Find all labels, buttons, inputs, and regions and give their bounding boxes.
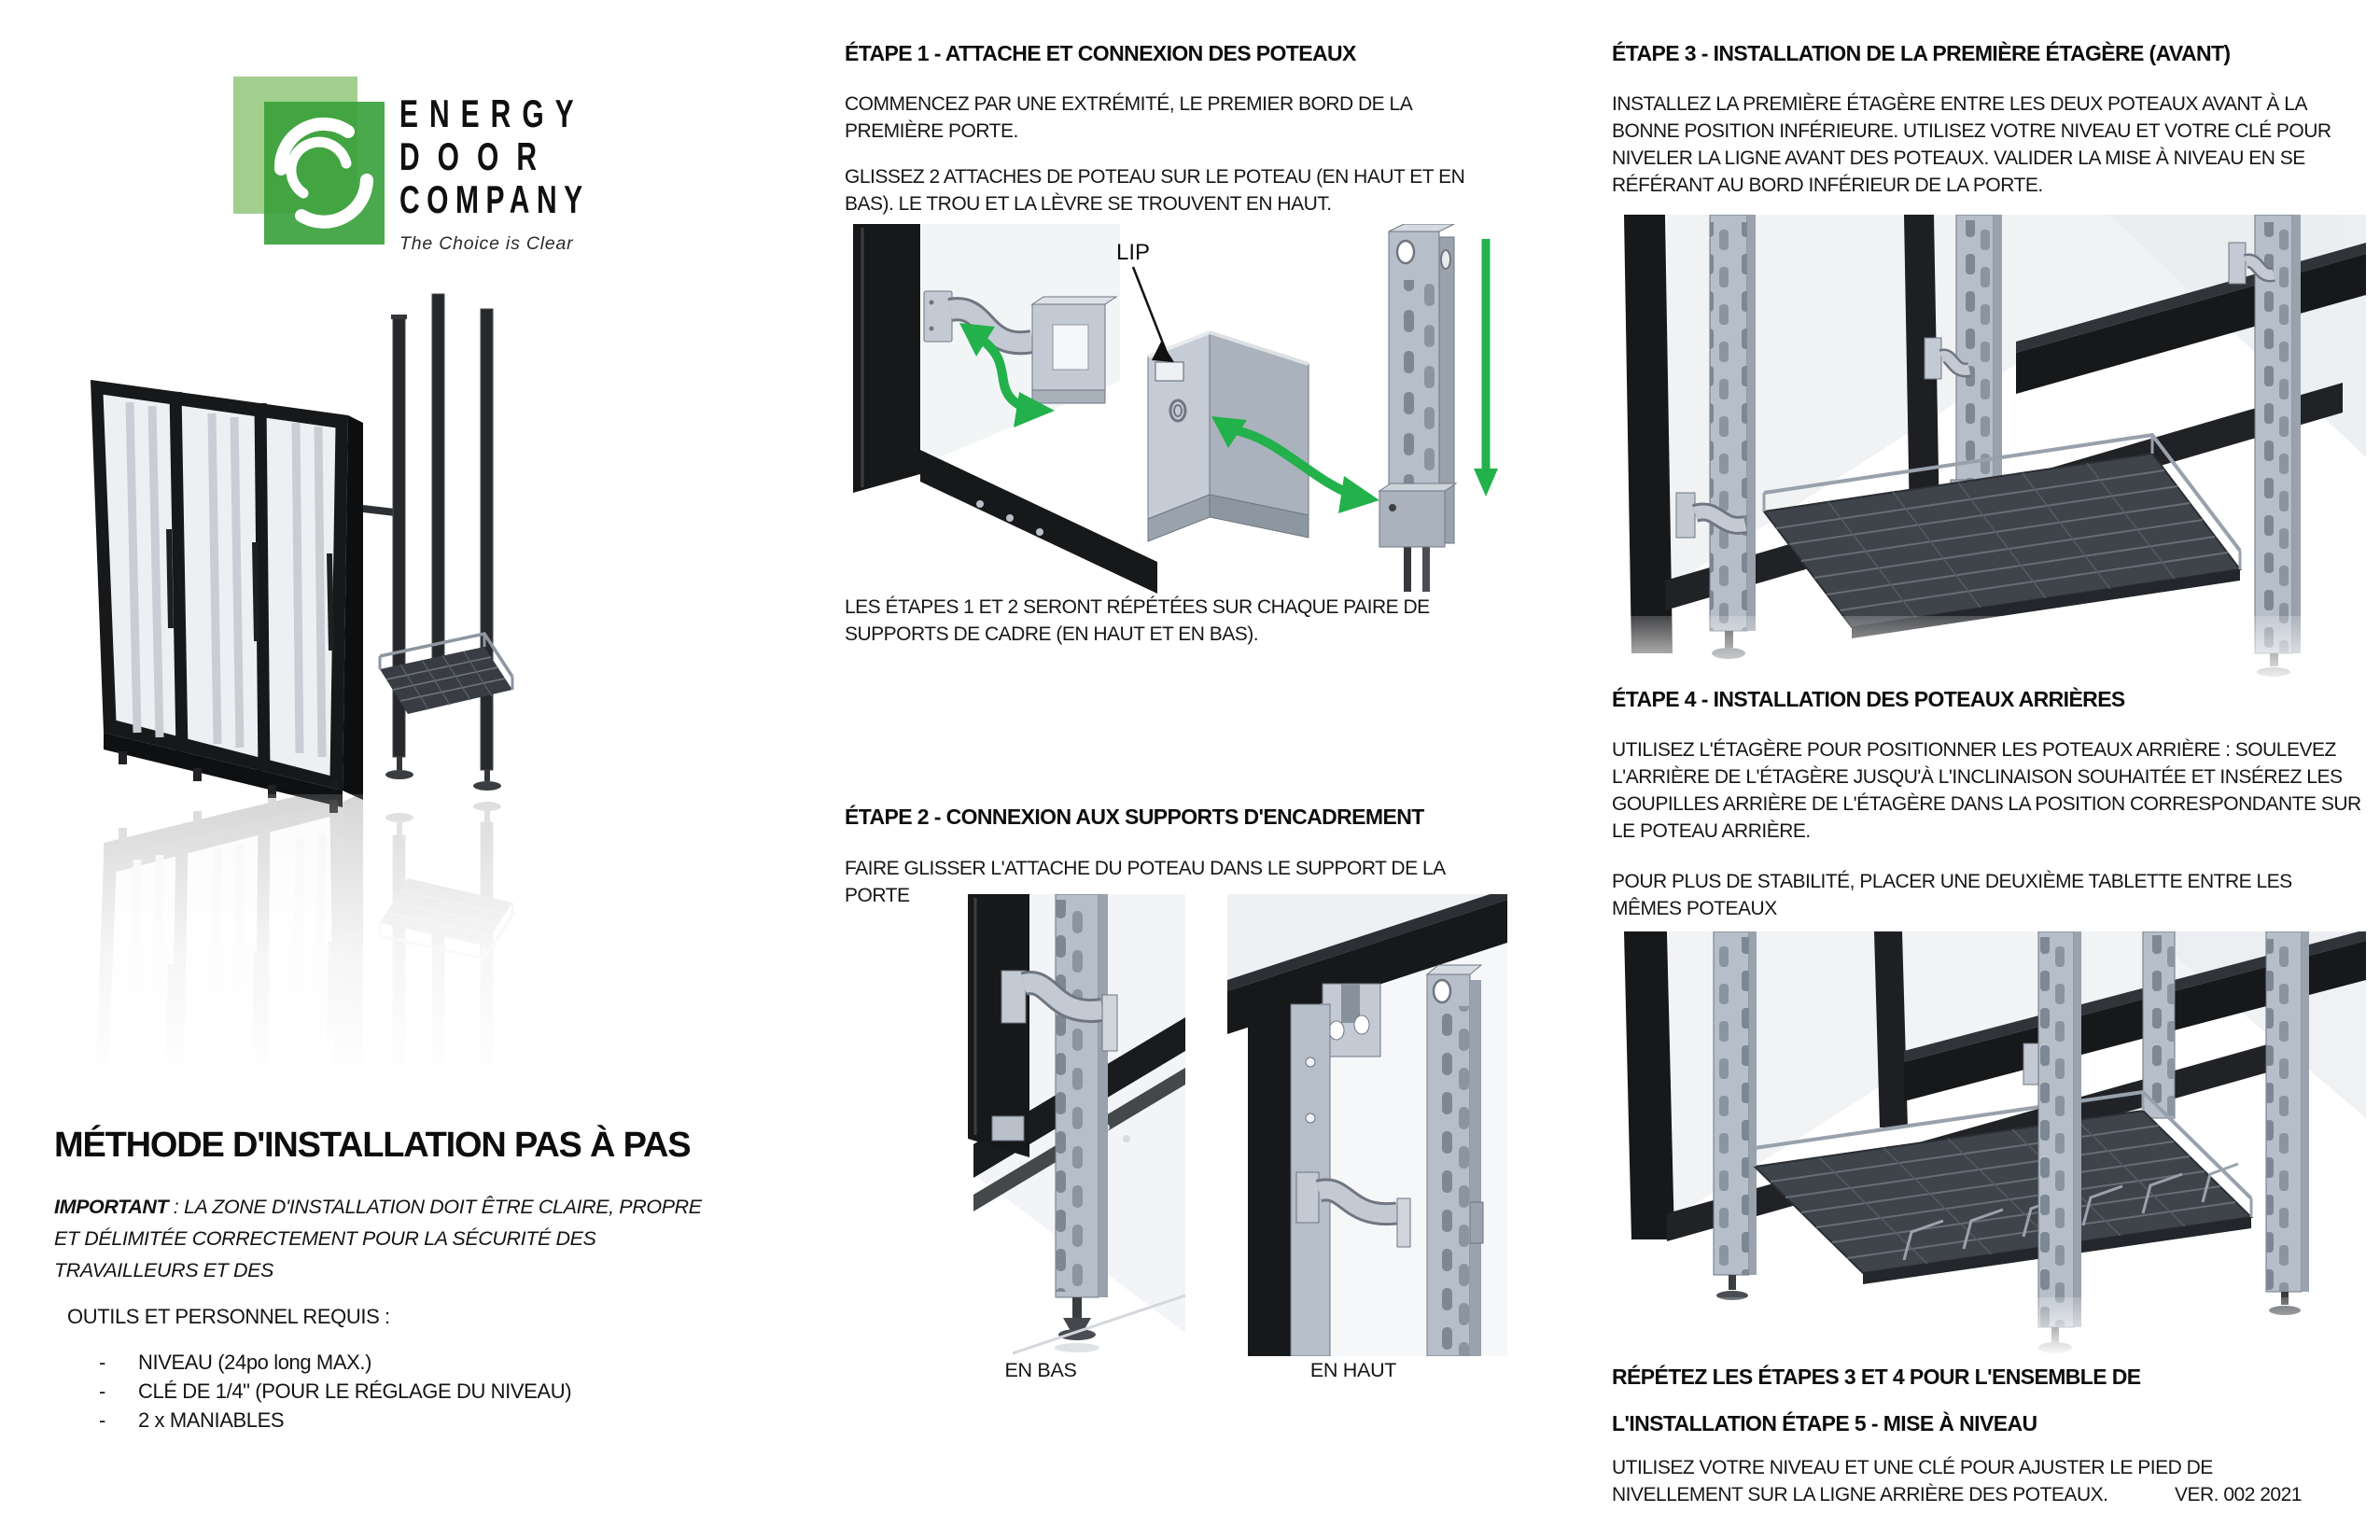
step1-para2: GLISSEZ 2 ATTACHES DE POTEAU SUR LE POTEAU (EN HAUT ET EN BAS). LE TROU ET LA LÈVRE SE TROUVENT EN HAUT.	[845, 166, 1465, 215]
important-label: IMPORTANT	[54, 1196, 169, 1218]
step5-para: UTILISEZ VOTRE NIVEAU ET UNE CLÉ POUR AJUSTER LE PIED DE NIVELLEMENT SUR LA LIGNE ARRIÈRE DES POTEAUX.	[1612, 1457, 2213, 1505]
important-text: : LA ZONE D'INSTALLATION DOIT ÊTRE CLAIRE, PROPRE ET DÉLIMITÉE CORRECTEMENT POUR LA SÉCURITÉ DES TRAVAILLEURS ET DES	[54, 1196, 702, 1281]
doors-and-posts-illustration	[51, 229, 518, 1083]
logo-word-company: COMPANY	[399, 179, 590, 222]
list-dash: -	[99, 1351, 105, 1374]
step1-para1: COMMENCEZ PAR UNE EXTRÉMITÉ, LE PREMIER BORD DE LA PREMIÈRE PORTE.	[845, 93, 1412, 142]
step1-heading: ÉTAPE 1 - ATTACHE ET CONNEXION DES POTEAUX	[845, 41, 1356, 65]
step5-heading-line1: RÉPÉTEZ LES ÉTAPES 3 ET 4 POUR L'ENSEMBLE DE	[1612, 1365, 2141, 1389]
label-en-haut: EN HAUT	[1309, 1359, 1397, 1381]
step3-para: INSTALLEZ LA PREMIÈRE ÉTAGÈRE ENTRE LES DEUX POTEAUX AVANT À LA BONNE POSITION INFÉRIEURE. UTILISEZ VOTRE NIVEAU ET VOTRE CLÉ POUR NIVELER LA LIGNE AVANT DES POTEAUX. VALIDER LA MISE À NIVEAU EN SE RÉFÉRANT AU BORD INFÉRIEUR DE LA PORTE.	[1612, 93, 2331, 196]
list-dash: -	[99, 1379, 105, 1403]
step2-para: FAIRE GLISSER L'ATTACHE DU POTEAU DANS LE SUPPORT DE LA PORTE	[845, 858, 1445, 906]
tools-list	[99, 1348, 622, 1435]
step1-note: LES ÉTAPES 1 ET 2 SERONT RÉPÉTÉES SUR CHAQUE PAIRE DE SUPPORTS DE CADRE (EN HAUT ET EN BAS).	[845, 596, 1430, 645]
version-label: VER. 002 2021	[2175, 1484, 2302, 1505]
tool-item-label: NIVEAU (24po long MAX.)	[138, 1351, 372, 1374]
step4-heading: ÉTAPE 4 - INSTALLATION DES POTEAUX ARRIÈRES	[1612, 687, 2125, 711]
important-note	[54, 1191, 707, 1286]
step4-para1: UTILISEZ L'ÉTAGÈRE POUR POSITIONNER LES POTEAUX ARRIÈRE : SOULEVEZ L'ARRIÈRE DE L'ÉTAGÈRE JUSQU'À L'INCLINAISON SOUHAITÉE ET INSÉREZ LES GOUPILLES ARRIÈRE DE L'ÉTAGÈRE DANS LA POSITION CORRESPONDANTE SUR LE POTEAU ARRIÈRE.	[1612, 739, 2361, 842]
tools-heading: OUTILS ET PERSONNEL REQUIS :	[67, 1305, 390, 1328]
page-title: MÉTHODE D'INSTALLATION PAS À PAS	[54, 1126, 691, 1165]
tool-item-label: CLÉ DE 1/4" (POUR LE RÉGLAGE DU NIVEAU)	[138, 1379, 572, 1403]
logo-swirl-icon	[233, 77, 387, 249]
step2-heading: ÉTAPE 2 - CONNEXION AUX SUPPORTS D'ENCADREMENT	[845, 805, 1424, 829]
logo-word-door: DOOR	[399, 136, 554, 179]
tool-item	[99, 1406, 622, 1435]
step1-clip-connection-illustration	[840, 224, 1521, 597]
step5-heading-line2: L'INSTALLATION ÉTAPE 5 - MISE À NIVEAU	[1612, 1411, 2037, 1435]
logo-tagline: The Choice is Clear	[399, 233, 574, 254]
list-dash: -	[99, 1408, 105, 1432]
step4-para2: POUR PLUS DE STABILITÉ, PLACER UNE DEUXIÈME TABLETTE ENTRE LES MÊMES POTEAUX	[1612, 871, 2292, 919]
step3-first-shelf-illustration	[1624, 215, 2366, 686]
tool-item	[99, 1377, 622, 1406]
step3-heading: ÉTAPE 3 - INSTALLATION DE LA PREMIÈRE ÉTAGÈRE (AVANT)	[1612, 41, 2231, 65]
tool-item	[99, 1348, 622, 1377]
lip-label: LIP	[1116, 240, 1151, 265]
label-en-bas: EN BAS	[1004, 1359, 1077, 1381]
step2-frame-supports-illustration	[919, 894, 1507, 1356]
tool-item-label: 2 x MANIABLES	[138, 1408, 285, 1432]
logo-word-energy: ENERGY	[399, 93, 585, 136]
swirl-icon	[264, 102, 385, 245]
step4-rear-posts-illustration	[1624, 931, 2366, 1356]
